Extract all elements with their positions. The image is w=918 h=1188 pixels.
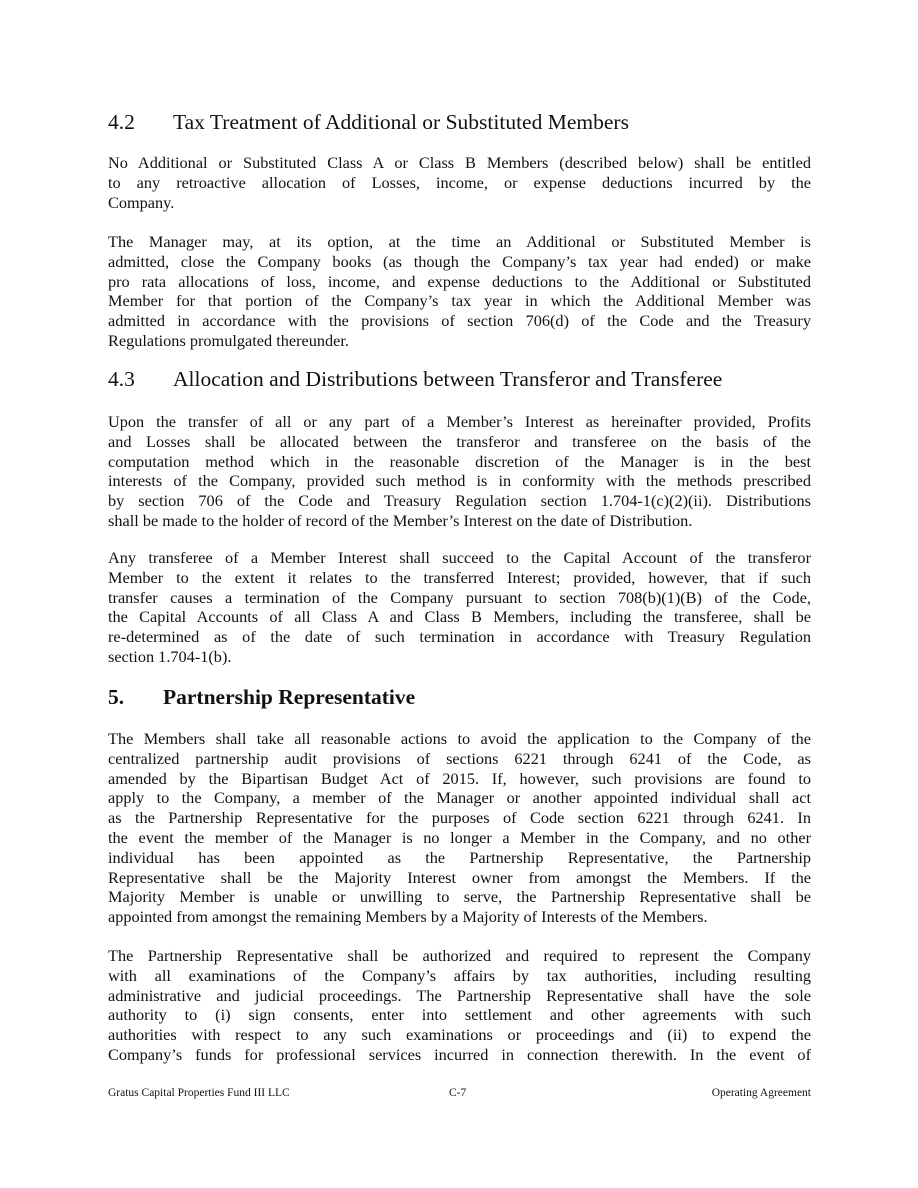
paragraph-line: and Losses shall be allocated between the transferor and transferee on the basis of the (108, 431, 811, 451)
paragraph-line: The Members shall take all reasonable actions to avoid the application to the Company of the (108, 729, 811, 748)
paragraph-line: authority to (i) sign consents, enter into settlement and other agreements with such (108, 1005, 811, 1025)
section-heading (108, 685, 811, 709)
paragraph-line: Member for that portion of the Company’s tax year in which the Additional Member was (108, 291, 811, 311)
paragraph-line: admitted, close the Company books (as though the Company’s tax year had ended) or make (108, 251, 811, 271)
section-title: Partnership Representative (163, 685, 416, 709)
paragraph-line: as the Partnership Representative for the purposes of Code section 6221 through 6241. In (108, 808, 811, 828)
paragraph-line: section 1.704-1(b). (108, 646, 232, 666)
footer-page-number: C-7 (449, 1087, 467, 1099)
paragraph-line: interests of the Company, provided such method is in conformity with the methods prescribed (108, 471, 811, 491)
paragraph-line: amended by the Bipartisan Budget Act of 2015. If, however, such provisions are found to (108, 768, 811, 788)
paragraph (108, 412, 811, 531)
section-number: 4.3 (108, 367, 135, 391)
paragraph (108, 548, 811, 667)
paragraph-line: computation method which in the reasonable discretion of the Manager is in the best (108, 451, 811, 471)
paragraph-line: the event the member of the Manager is no longer a Member in the Company, and no other (108, 827, 811, 847)
paragraph (108, 729, 811, 927)
paragraph (108, 946, 811, 1065)
paragraph-line: The Manager may, at its option, at the time an Additional or Substituted Member is (108, 232, 811, 251)
section-number: 4.2 (108, 110, 135, 134)
section-title: Tax Treatment of Additional or Substituted Members (173, 110, 629, 134)
paragraph-line: individual has been appointed as the Partnership Representative, the Partnership (108, 847, 811, 867)
paragraph-line: Upon the transfer of all or any part of a Member’s Interest as hereinafter provided, Profits (108, 412, 811, 431)
paragraph (108, 232, 811, 351)
paragraph-line: Representative shall be the Majority Interest owner from amongst the Members. If the (108, 867, 811, 887)
paragraph-line: appointed from amongst the remaining Members by a Majority of Interests of the Members. (108, 907, 708, 927)
section-number: 5. (108, 685, 125, 709)
paragraph-line: to any retroactive allocation of Losses, income, or expense deductions incurred by the (108, 172, 811, 192)
section-heading (108, 367, 811, 391)
paragraph-line: admitted in accordance with the provisions of section 706(d) of the Code and the Treasury (108, 311, 811, 331)
paragraph-line: The Partnership Representative shall be authorized and required to represent the Company (108, 946, 811, 965)
paragraph-line: by section 706 of the Code and Treasury Regulation section 1.704-1(c)(2)(ii). Distributions (108, 491, 811, 511)
paragraph (108, 153, 811, 212)
paragraph-line: administrative and judicial proceedings. The Partnership Representative shall have the sole (108, 985, 811, 1005)
paragraph-line: Majority Member is unable or unwilling to serve, the Partnership Representative shall be (108, 887, 811, 907)
paragraph-line: No Additional or Substituted Class A or Class B Members (described below) shall be entitled (108, 153, 811, 172)
paragraph-line: Company’s funds for professional services incurred in connection therewith. In the event of (108, 1044, 811, 1064)
paragraph-line: pro rata allocations of loss, income, and expense deductions to the Additional or Substituted (108, 271, 811, 291)
paragraph-line: Regulations promulgated thereunder. (108, 330, 349, 350)
paragraph-line: Any transferee of a Member Interest shall succeed to the Capital Account of the transferor (108, 548, 811, 567)
section-heading (108, 110, 811, 134)
paragraph-line: the Capital Accounts of all Class A and Class B Members, including the transferee, shall be (108, 607, 811, 627)
paragraph-line: authorities with respect to any such examinations or proceedings and (ii) to expend the (108, 1025, 811, 1045)
paragraph-line: Company. (108, 192, 175, 212)
paragraph-line: shall be made to the holder of record of the Member’s Interest on the date of Distribution. (108, 510, 693, 530)
paragraph-line: re-determined as of the date of such termination in accordance with Treasury Regulation (108, 627, 811, 647)
paragraph-line: transfer causes a termination of the Company pursuant to section 708(b)(1)(B) of the Code, (108, 587, 811, 607)
paragraph-line: Member to the extent it relates to the transferred Interest; provided, however, that if such (108, 567, 811, 587)
paragraph-line: centralized partnership audit provisions of sections 6221 through 6241 of the Code, as (108, 748, 811, 768)
paragraph-line: with all examinations of the Company’s affairs by tax authorities, including resulting (108, 965, 811, 985)
section-title: Allocation and Distributions between Transferor and Transferee (173, 367, 723, 391)
footer-company-name: Gratus Capital Properties Fund III LLC (108, 1087, 290, 1099)
paragraph-line: apply to the Company, a member of the Manager or another appointed individual shall act (108, 788, 811, 808)
footer-document-title: Operating Agreement (711, 1087, 811, 1099)
page-footer (108, 1087, 811, 1103)
